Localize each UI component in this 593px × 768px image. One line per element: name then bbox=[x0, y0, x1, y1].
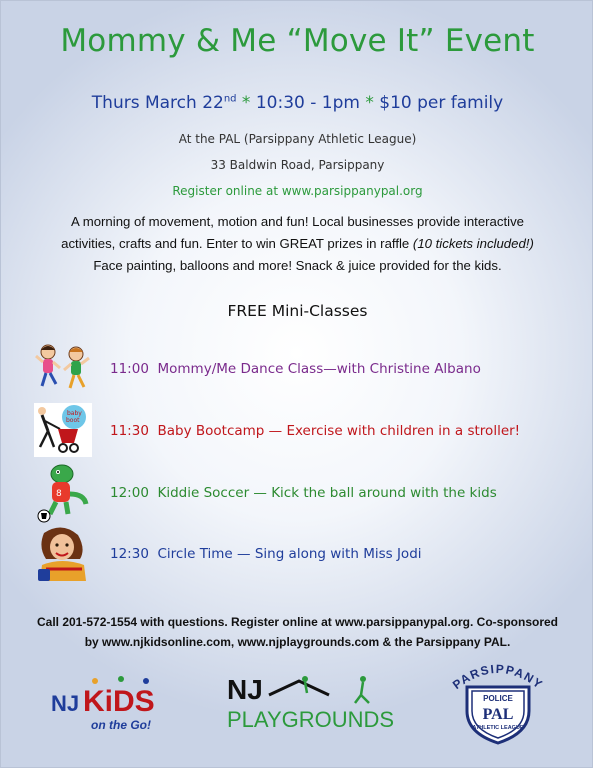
description-line-3: Face painting, balloons and more! Snack & juice provided for the kids. bbox=[93, 258, 502, 273]
pal-arc-text: PARSIPPANY bbox=[449, 661, 546, 693]
location-venue: At the PAL (Parsippany Athletic League) bbox=[178, 132, 417, 146]
class-row-bootcamp bbox=[34, 403, 564, 465]
separator-star: * bbox=[359, 93, 380, 113]
njplaygrounds-logo[interactable] bbox=[225, 669, 405, 735]
date-line bbox=[1, 93, 593, 113]
svg-text:8: 8 bbox=[56, 489, 62, 499]
njplay-word-text: PLAYGROUNDS bbox=[227, 707, 395, 732]
description-line-2: activities, crafts and fun. Enter to win GREAT prizes in raffle bbox=[61, 236, 413, 251]
event-day: Thurs March 22 bbox=[91, 93, 224, 113]
event-description bbox=[29, 211, 566, 277]
raffle-note: (10 tickets included!) bbox=[412, 236, 534, 251]
class-time: 11:30 bbox=[110, 423, 149, 439]
njkids-tagline-text: on the Go! bbox=[91, 718, 151, 732]
pal-center-text: PAL bbox=[482, 706, 514, 723]
svg-text:boot: boot bbox=[66, 417, 80, 424]
description-line-1: A morning of movement, motion and fun! Local businesses provide interactive bbox=[70, 214, 525, 229]
location-address: 33 Baldwin Road, Parsippany bbox=[210, 158, 385, 172]
class-name: Mommy/Me Dance Class—with Christine Albano bbox=[157, 361, 481, 377]
class-row-circle-time bbox=[34, 525, 564, 587]
event-time: 10:30 - 1pm bbox=[255, 93, 360, 113]
njkids-logo[interactable] bbox=[51, 673, 181, 737]
mini-classes-heading: FREE Mini-Classes bbox=[227, 302, 368, 320]
class-time: 12:30 bbox=[110, 546, 149, 562]
dancing-kids-image bbox=[34, 342, 92, 400]
class-name: Baby Bootcamp — Exercise with children in a stroller! bbox=[157, 423, 521, 439]
class-name: Kiddie Soccer — Kick the ball around with the kids bbox=[157, 485, 497, 501]
class-time: 12:00 bbox=[110, 485, 149, 501]
svg-text:baby: baby bbox=[67, 410, 82, 417]
class-name: Circle Time — Sing along with Miss Jodi bbox=[157, 546, 422, 562]
class-row-dance bbox=[34, 342, 564, 404]
day-suffix: nd bbox=[223, 93, 237, 105]
pal-athletic-text: ATHLETIC LEAGUE bbox=[472, 725, 524, 731]
footer-line-1: Call 201-572-1554 with questions. Register online at www.parsippanypal.org. Co-sponsored bbox=[36, 615, 558, 629]
class-time: 11:00 bbox=[110, 361, 149, 377]
pal-badge-logo[interactable] bbox=[443, 661, 553, 745]
event-price: $10 per family bbox=[379, 93, 504, 113]
separator-star: * bbox=[236, 93, 256, 113]
register-link[interactable]: Register online at www.parsippanypal.org bbox=[172, 184, 423, 198]
njplay-nj-text: NJ bbox=[227, 674, 263, 705]
footer-line-2: by www.njkidsonline.com, www.njplaygrounds.com & the Parsippany PAL. bbox=[84, 635, 511, 649]
pal-police-text: POLICE bbox=[483, 694, 513, 703]
event-title: Mommy & Me “Move It” Event bbox=[60, 23, 535, 59]
soccer-dinosaur-image bbox=[34, 464, 92, 522]
class-row-soccer bbox=[34, 464, 564, 526]
baby-bootcamp-image bbox=[34, 403, 92, 461]
miss-jodi-image bbox=[34, 525, 92, 583]
contact-footer bbox=[21, 612, 574, 652]
njkids-nj-text: NJ bbox=[51, 691, 80, 716]
njkids-kids-text: KiDS bbox=[83, 685, 155, 718]
